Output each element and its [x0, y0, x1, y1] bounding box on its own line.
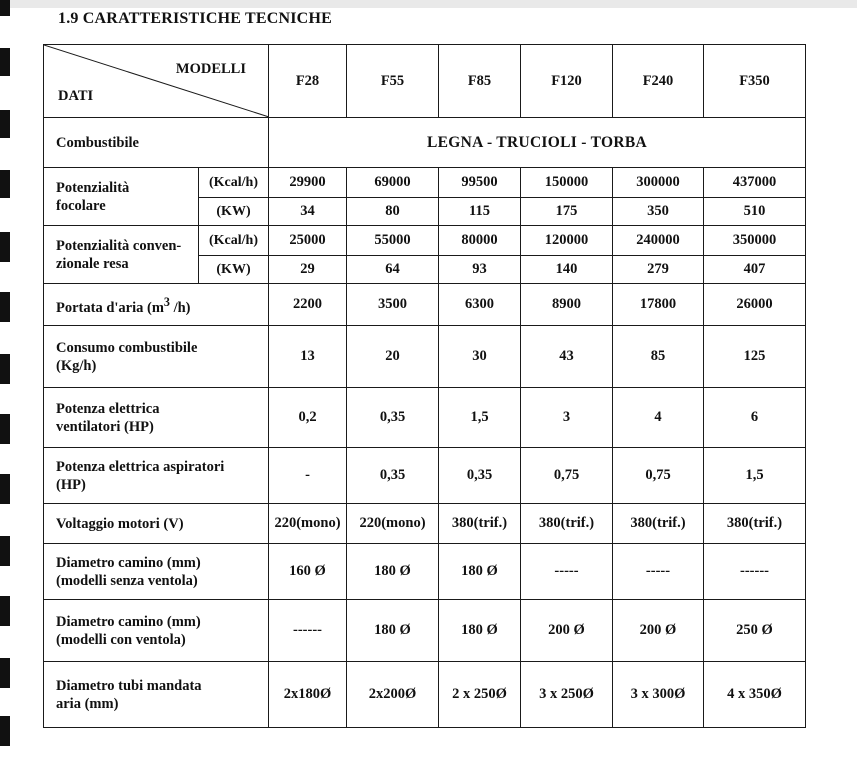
- value-cell: 3 x 300Ø: [613, 662, 704, 728]
- row-label-line: [56, 458, 264, 476]
- value-cell: 43: [521, 326, 613, 388]
- value-cell: 350: [613, 198, 704, 226]
- row-label-text: Potenza elettrica: [56, 400, 160, 417]
- value-cell: 3500: [347, 284, 439, 326]
- value-cell: 64: [347, 256, 439, 284]
- value-cell: 240000: [613, 226, 704, 256]
- binding-mark: [0, 414, 10, 444]
- scan-top-edge: [0, 0, 857, 8]
- binding-mark: [0, 170, 10, 198]
- row-label-superscript: 3: [163, 294, 170, 309]
- value-cell: 180 Ø: [347, 544, 439, 600]
- row-label: [44, 504, 269, 544]
- value-cell: 26000: [704, 284, 806, 326]
- value-cell: 150000: [521, 168, 613, 198]
- value-cell: 3 x 250Ø: [521, 662, 613, 728]
- value-cell: 55000: [347, 226, 439, 256]
- value-cell: 250 Ø: [704, 600, 806, 662]
- value-cell: 120000: [521, 226, 613, 256]
- row-label-text: Diametro tubi mandata: [56, 677, 202, 694]
- row-label-suffix: /h): [169, 299, 191, 316]
- spec-row: [44, 504, 806, 544]
- value-cell: 8900: [521, 284, 613, 326]
- value-cell: 0,35: [347, 388, 439, 448]
- header-diagonal-cell: [44, 45, 269, 118]
- value-cell: 115: [439, 198, 521, 226]
- model-header: F28: [269, 45, 347, 118]
- value-cell: 4: [613, 388, 704, 448]
- binding-mark: [0, 110, 10, 138]
- value-cell: 380(trif.): [613, 504, 704, 544]
- value-cell: 200 Ø: [521, 600, 613, 662]
- row-label-line: [56, 339, 264, 357]
- binding-mark: [0, 232, 10, 262]
- spec-row: [44, 662, 806, 728]
- row-label-line: [56, 400, 264, 418]
- spec-row-kcal: [44, 168, 806, 198]
- binding-mark: [0, 292, 10, 322]
- value-cell: 380(trif.): [704, 504, 806, 544]
- fuel-label: Combustibile: [44, 118, 269, 168]
- row-label-text: Consumo combustibile: [56, 339, 198, 356]
- fuel-value: LEGNA - TRUCIOLI - TORBA: [269, 118, 806, 168]
- row-label-line: zionale resa: [56, 255, 129, 272]
- model-header: F240: [613, 45, 704, 118]
- value-cell: 80: [347, 198, 439, 226]
- models-label: MODELLI: [175, 61, 246, 77]
- row-label-text: Diametro camino (mm): [56, 554, 201, 571]
- row-label-text: Diametro camino (mm): [56, 613, 201, 630]
- spec-row: [44, 600, 806, 662]
- value-cell: 1,5: [439, 388, 521, 448]
- value-cell: 29900: [269, 168, 347, 198]
- row-label-line: [56, 515, 264, 533]
- binding-mark: [0, 596, 10, 626]
- row-label-line: Potenzialità conven-: [56, 237, 182, 254]
- value-cell: 69000: [347, 168, 439, 198]
- spec-row: [44, 448, 806, 504]
- value-cell: 220(mono): [347, 504, 439, 544]
- model-header: F55: [347, 45, 439, 118]
- value-cell: 2200: [269, 284, 347, 326]
- binding-mark: [0, 0, 10, 16]
- value-cell: 20: [347, 326, 439, 388]
- value-cell: 80000: [439, 226, 521, 256]
- value-cell: -----: [613, 544, 704, 600]
- value-cell: 3: [521, 388, 613, 448]
- binding-mark: [0, 354, 10, 384]
- row-label-text: Voltaggio motori (V): [56, 515, 184, 532]
- value-cell: 180 Ø: [347, 600, 439, 662]
- spec-row-kcal: [44, 226, 806, 256]
- value-cell: 200 Ø: [613, 600, 704, 662]
- model-header: F85: [439, 45, 521, 118]
- value-cell: 0,2: [269, 388, 347, 448]
- value-cell: 0,35: [347, 448, 439, 504]
- unit-cell: (Kcal/h): [199, 168, 269, 198]
- value-cell: 180 Ø: [439, 544, 521, 600]
- value-cell: 175: [521, 198, 613, 226]
- value-cell: 510: [704, 198, 806, 226]
- row-label-line: (Kg/h): [56, 357, 97, 374]
- row-label-line: [56, 677, 264, 695]
- value-cell: 160 Ø: [269, 544, 347, 600]
- spec-row: [44, 284, 806, 326]
- value-cell: 2x200Ø: [347, 662, 439, 728]
- row-label: [44, 544, 269, 600]
- row-label-line: ventilatori (HP): [56, 418, 154, 435]
- binding-mark: [0, 474, 10, 504]
- spec-row: [44, 326, 806, 388]
- row-label: [44, 284, 269, 326]
- row-label-line: (modelli con ventola): [56, 631, 186, 648]
- row-label: [44, 226, 199, 284]
- row-label-line: focolare: [56, 197, 106, 214]
- value-cell: 0,75: [521, 448, 613, 504]
- value-cell: 6300: [439, 284, 521, 326]
- value-cell: 125: [704, 326, 806, 388]
- row-label: [44, 388, 269, 448]
- value-cell: 34: [269, 198, 347, 226]
- section-title: 1.9 CARATTERISTICHE TECNICHE: [58, 10, 332, 27]
- row-label: [44, 448, 269, 504]
- model-header: F350: [704, 45, 806, 118]
- value-cell: ------: [269, 600, 347, 662]
- model-header: F120: [521, 45, 613, 118]
- row-label: [44, 600, 269, 662]
- value-cell: 4 x 350Ø: [704, 662, 806, 728]
- value-cell: -----: [521, 544, 613, 600]
- value-cell: 2x180Ø: [269, 662, 347, 728]
- tech-spec-table: [43, 44, 806, 728]
- fuel-row: [44, 118, 806, 168]
- spec-row: [44, 388, 806, 448]
- row-label-text: Potenza elettrica aspiratori: [56, 458, 225, 475]
- value-cell: 140: [521, 256, 613, 284]
- binding-mark: [0, 48, 10, 76]
- binding-marks: [0, 0, 12, 768]
- value-cell: 85: [613, 326, 704, 388]
- row-label-line: [56, 554, 264, 572]
- value-cell: 300000: [613, 168, 704, 198]
- row-label-text: Portata d'aria (m: [56, 299, 164, 316]
- row-label: [44, 662, 269, 728]
- row-label-line: [56, 613, 264, 631]
- value-cell: -: [269, 448, 347, 504]
- spec-row: [44, 544, 806, 600]
- value-cell: 380(trif.): [439, 504, 521, 544]
- value-cell: 0,75: [613, 448, 704, 504]
- value-cell: 0,35: [439, 448, 521, 504]
- row-label-line: Potenzialità: [56, 179, 130, 196]
- header-row: [44, 45, 806, 118]
- value-cell: 25000: [269, 226, 347, 256]
- row-label-line: (HP): [56, 476, 86, 493]
- value-cell: 30: [439, 326, 521, 388]
- diagonal-line: [44, 45, 269, 117]
- value-cell: 6: [704, 388, 806, 448]
- binding-mark: [0, 658, 10, 688]
- unit-cell: (KW): [199, 198, 269, 226]
- row-label: [44, 326, 269, 388]
- unit-cell: (KW): [199, 256, 269, 284]
- value-cell: 407: [704, 256, 806, 284]
- value-cell: 350000: [704, 226, 806, 256]
- unit-cell: (Kcal/h): [199, 226, 269, 256]
- row-label-line: [56, 293, 264, 317]
- value-cell: 279: [613, 256, 704, 284]
- row-label: [44, 168, 199, 226]
- binding-mark: [0, 536, 10, 566]
- value-cell: ------: [704, 544, 806, 600]
- value-cell: 13: [269, 326, 347, 388]
- value-cell: 180 Ø: [439, 600, 521, 662]
- value-cell: 380(trif.): [521, 504, 613, 544]
- value-cell: 2 x 250Ø: [439, 662, 521, 728]
- row-label-line: aria (mm): [56, 695, 119, 712]
- value-cell: 220(mono): [269, 504, 347, 544]
- value-cell: 93: [439, 256, 521, 284]
- binding-mark: [0, 716, 10, 746]
- row-label-line: (modelli senza ventola): [56, 572, 198, 589]
- value-cell: 99500: [439, 168, 521, 198]
- value-cell: 17800: [613, 284, 704, 326]
- value-cell: 437000: [704, 168, 806, 198]
- data-label: DATI: [58, 88, 94, 104]
- value-cell: 29: [269, 256, 347, 284]
- value-cell: 1,5: [704, 448, 806, 504]
